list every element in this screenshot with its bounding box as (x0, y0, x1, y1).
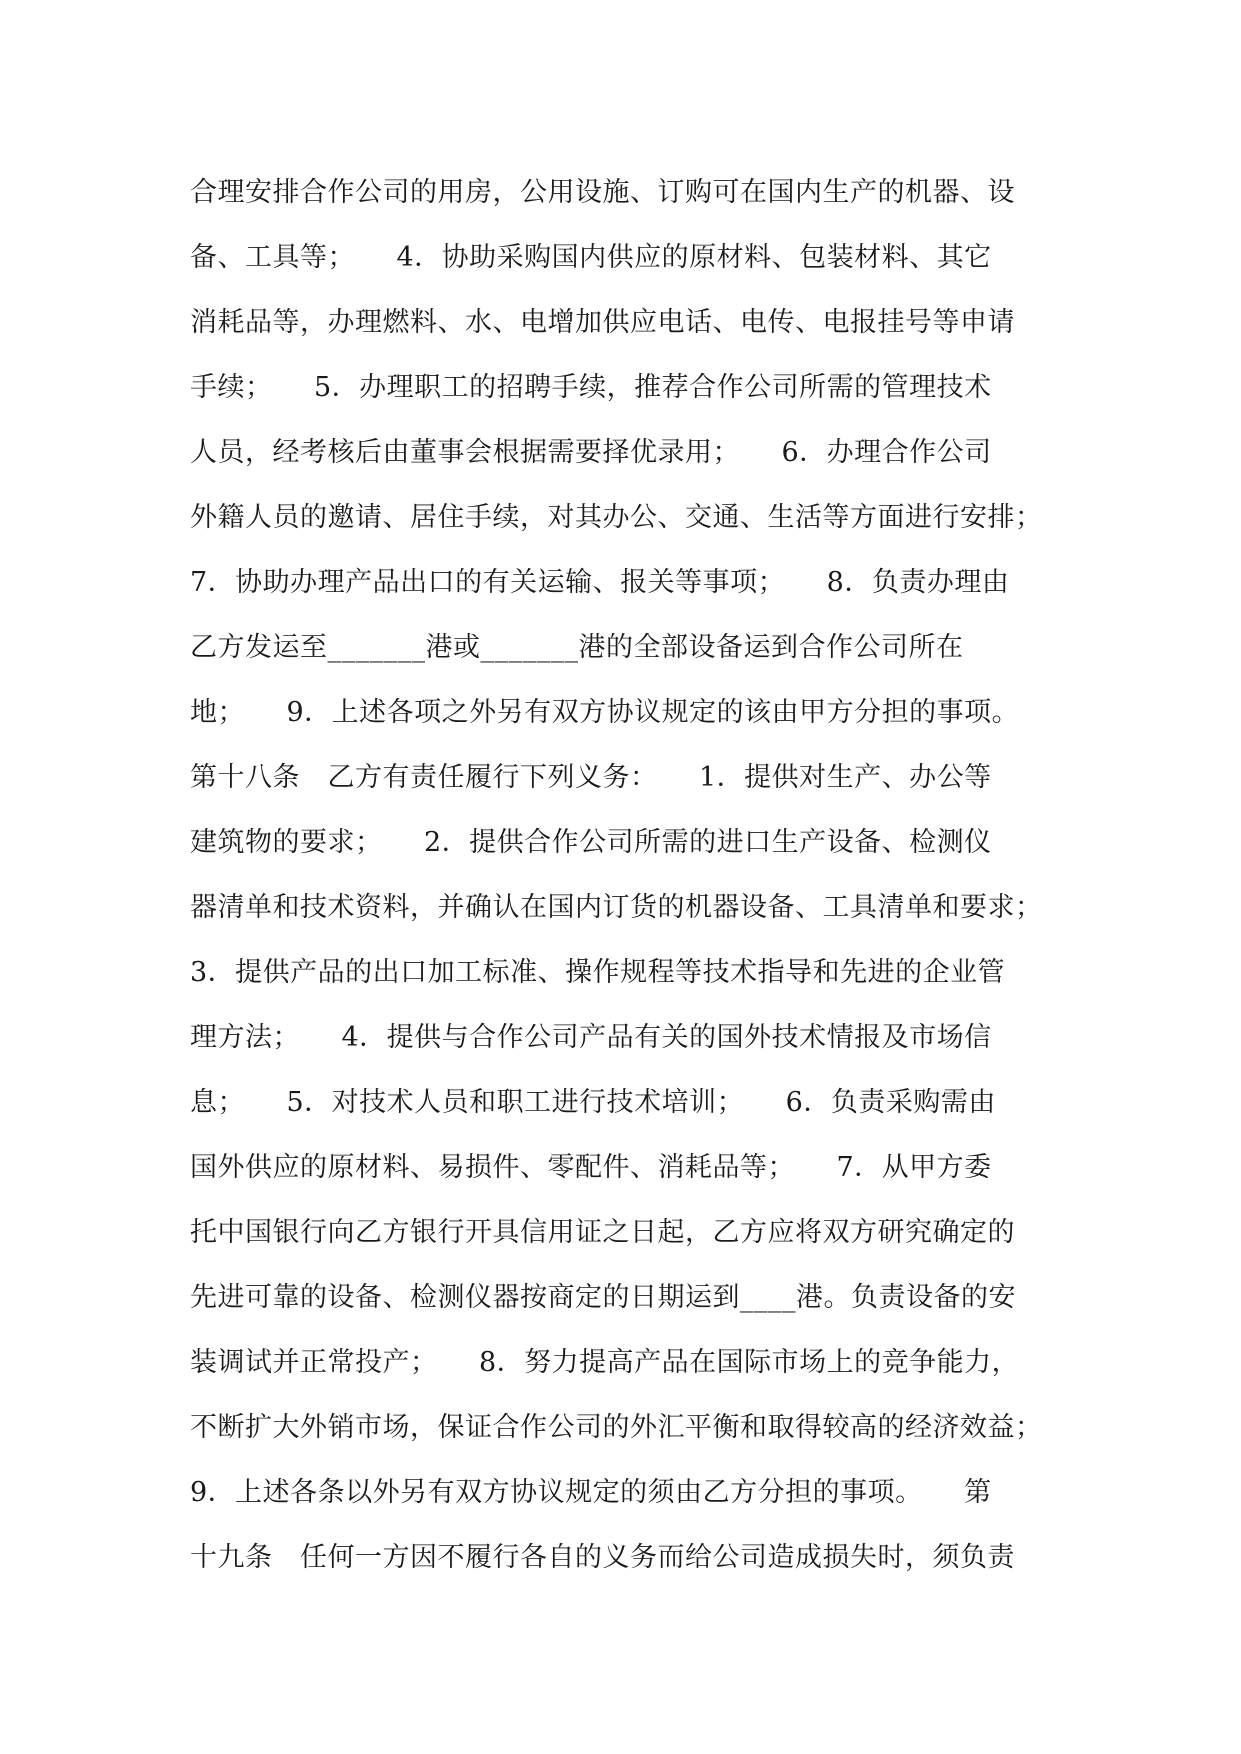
text-line: 息； 5．对技术人员和职工进行技术培训； 6．负责采购需由 (190, 1087, 996, 1118)
text-line: 手续； 5．办理职工的招聘手续，推荐合作公司所需的管理技术 (190, 372, 992, 403)
text-line: 地； 9．上述各项之外另有双方协议规定的该由甲方分担的事项。 (190, 697, 1020, 728)
text-line: 消耗品等，办理燃料、水、电增加供应电话、电传、电报挂号等申请 (190, 307, 1015, 338)
text-line: 国外供应的原材料、易损件、零配件、消耗品等； 7．从甲方委 (190, 1152, 992, 1183)
text-line: 9．上述各条以外另有双方协议规定的须由乙方分担的事项。 第 (190, 1477, 992, 1508)
text-line: 7．协助办理产品出口的有关运输、报关等事项； 8．负责办理由 (190, 567, 1010, 598)
text-line: 装调试并正常投产； 8．努力提高产品在国际市场上的竞争能力， (190, 1347, 1020, 1378)
text-line: 先进可靠的设备、检测仪器按商定的日期运到____港。负责设备的安 (190, 1282, 1016, 1313)
text-line: 外籍人员的邀请、居住手续，对其办公、交通、生活等方面进行安排； (190, 502, 1043, 533)
text-line: 备、工具等； 4．协助采购国内供应的原材料、包装材料、其它 (190, 242, 992, 273)
text-line: 理方法； 4．提供与合作公司产品有关的国外技术情报及市场信 (190, 1022, 992, 1053)
text-line: 乙方发运至_______港或_______港的全部设备运到合作公司所在 (190, 632, 964, 663)
contract-text-block (190, 160, 1070, 1590)
text-line: 人员，经考核后由董事会根据需要择优录用； 6．办理合作公司 (190, 437, 992, 468)
text-line: 不断扩大外销市场，保证合作公司的外汇平衡和取得较高的经济效益； (190, 1412, 1043, 1443)
text-line: 十九条 任何一方因不履行各自的义务而给公司造成损失时，须负责 (190, 1542, 1015, 1573)
text-line: 建筑物的要求； 2．提供合作公司所需的进口生产设备、检测仪 (190, 827, 992, 858)
text-line: 合理安排合作公司的用房，公用设施、订购可在国内生产的机器、设 (190, 177, 1015, 208)
text-line: 器清单和技术资料，并确认在国内订货的机器设备、工具清单和要求； (190, 892, 1043, 923)
text-line: 第十八条 乙方有责任履行下列义务： 1．提供对生产、办公等 (190, 762, 992, 793)
text-line: 托中国银行向乙方银行开具信用证之日起，乙方应将双方研究确定的 (190, 1217, 1015, 1248)
text-line: 3．提供产品的出口加工标准、操作规程等技术指导和先进的企业管 (190, 957, 1006, 988)
